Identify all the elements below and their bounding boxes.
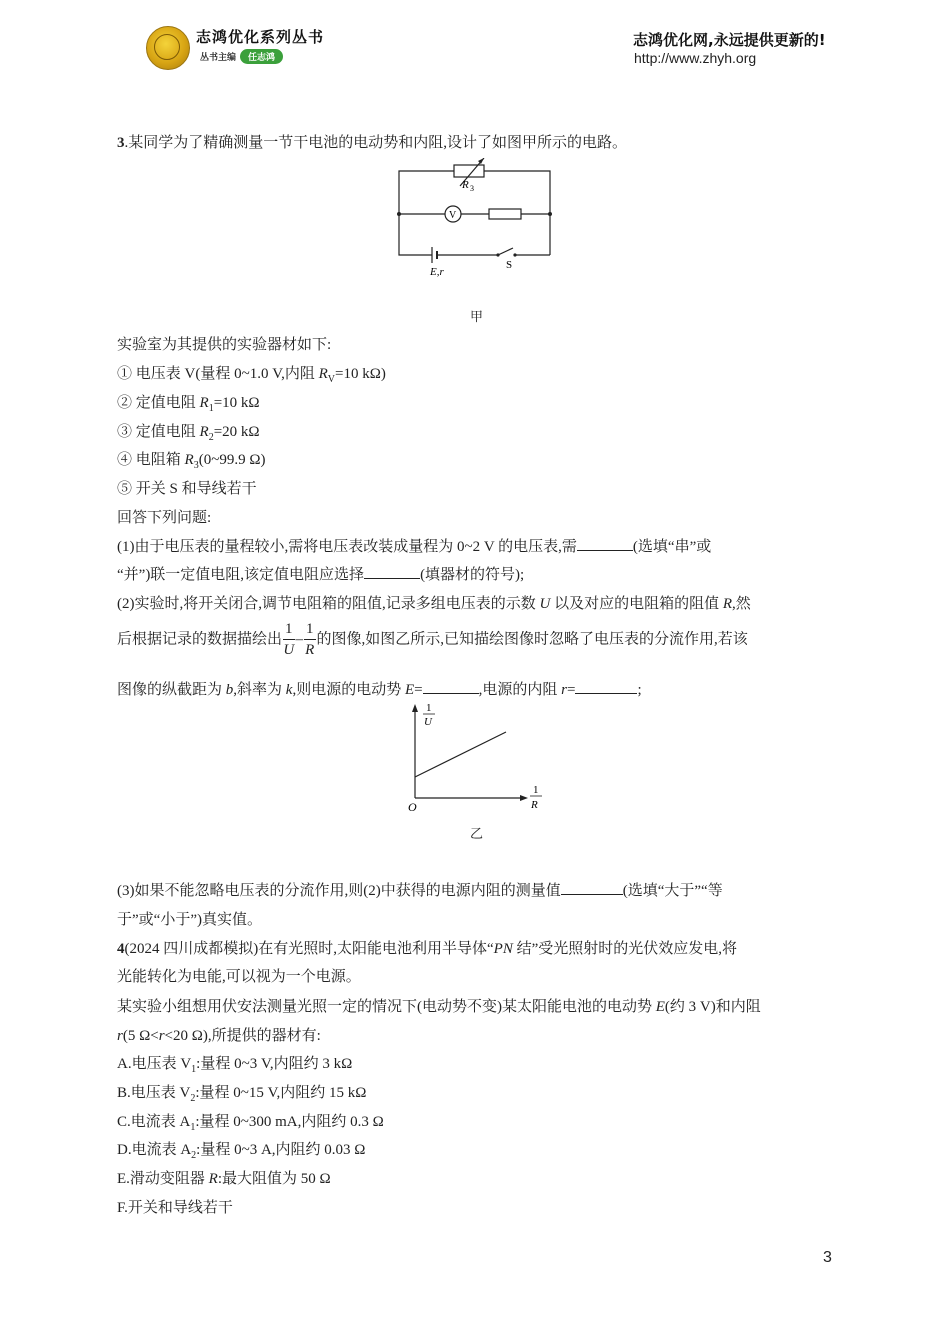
x-axis-num: 1 xyxy=(533,784,539,796)
answer-blank[interactable] xyxy=(561,880,623,895)
q3-part1-line1: (1)由于电压表的量程较小,需将电压表改装成量程为 0~2 V 的电压表,需 (选填“串”或 xyxy=(117,535,711,556)
q4-item: C.电流表 $A_1$:量程 0~300 mA,内阻约 0.3 Ω xyxy=(117,1114,384,1133)
fraction-1-over-r: $\frac{1}{R}$ xyxy=(305,621,315,658)
editor-name: 任志鸿 xyxy=(240,49,283,64)
figure-a-caption: 甲 xyxy=(470,309,484,324)
graph-1u-vs-1r xyxy=(400,700,550,818)
equip-item: ② 定值电阻 $R_1=10$ kΩ xyxy=(117,395,260,414)
equip-intro: 实验室为其提供的实验器材如下: xyxy=(117,337,332,353)
q4-item: D.电流表 $A_2$:量程 0~3 A,内阻约 0.03 Ω xyxy=(117,1142,366,1161)
editor-badge xyxy=(200,49,283,64)
q4-line4: r(5 Ω<r<20 Ω),所提供的器材有: xyxy=(117,1028,321,1044)
q3-part2-line1: (2)实验时,将开关闭合,调节电阻箱的阻值,记录多组电压表的示数 U 以及对应的电阻箱的阻值 R,然 xyxy=(117,596,751,612)
equip-item: ④ 电阻箱 $R_3(0\sim 99.9$ Ω) xyxy=(117,452,266,471)
q4-item: A.电压表 $V_1$:量程 0~3 V,内阻约 3 kΩ xyxy=(117,1056,353,1075)
circuit-diagram xyxy=(390,158,560,283)
equip-item: ③ 定值电阻 $R_2=20$ kΩ xyxy=(117,424,260,443)
voltmeter-label: V xyxy=(449,210,457,221)
header-url[interactable]: http://www.zhyh.org xyxy=(634,50,757,66)
x-axis-den: R xyxy=(531,799,538,811)
battery-label: E,r xyxy=(430,266,444,278)
y-axis-den: U xyxy=(424,716,432,728)
editor-label: 丛书主编 xyxy=(200,53,237,63)
q3-part2-line2: 后根据记录的数据描绘出 $\frac{1}{U}$ – $\frac{1}{R}$ 的图像,如图乙所示,已知描绘图像时忽略了电压表的分流作用,若该 xyxy=(117,621,748,658)
header-slogan: 志鸿优化网,永远提供更新的! xyxy=(633,31,826,49)
q4-item: E.滑动变阻器 R:最大阻值为 50 Ω xyxy=(117,1171,331,1187)
q3-intro: 3.某同学为了精确测量一节干电池的电动势和内阻,设计了如图甲所示的电路。 xyxy=(117,135,628,151)
page-number: 3 xyxy=(823,1249,832,1266)
q4-number: 4 xyxy=(117,941,125,957)
series-title: 志鸿优化系列丛书 xyxy=(196,28,325,46)
q3-part3-line2: 于”或“小于”)真实值。 xyxy=(117,912,262,928)
r3-sub: 3 xyxy=(470,184,474,193)
fraction-1-over-u: $\frac{1}{U}$ xyxy=(283,621,295,658)
q3-part1-line2: “并”)联一定值电阻,该定值电阻应选择 (填器材的符号); xyxy=(117,563,524,584)
answer-blank[interactable] xyxy=(364,564,420,579)
q3-number: 3 xyxy=(117,135,125,151)
switch-label: S xyxy=(506,259,513,271)
q4-item: F.开关和导线若干 xyxy=(117,1200,233,1216)
publisher-logo-icon xyxy=(146,26,190,70)
r3-label: R xyxy=(462,179,469,191)
equip-item: ① 电压表 V(量程 0~1.0 V,内阻 $R_V=10$ kΩ) xyxy=(117,366,386,385)
answer-intro: 回答下列问题: xyxy=(117,510,212,526)
data-line xyxy=(415,732,506,777)
figure-b-caption: 乙 xyxy=(470,826,484,841)
answer-blank[interactable] xyxy=(423,679,479,694)
answer-blank[interactable] xyxy=(577,536,633,551)
answer-blank[interactable] xyxy=(575,679,637,694)
q4-line1: 4(2024 四川成都模拟)在有光照时,太阳能电池利用半导体“PN 结”受光照射时的光伏效应发电,将 xyxy=(117,941,738,957)
y-axis-num: 1 xyxy=(426,702,432,714)
page-header xyxy=(0,0,950,80)
equip-item: ⑤ 开关 S 和导线若干 xyxy=(117,481,257,497)
q3-part3-line1: (3)如果不能忽略电压表的分流作用,则(2)中获得的电源内阻的测量值 (选填“大于”“等 xyxy=(117,879,723,900)
q3-part2-line3: 图像的纵截距为 b,斜率为 k,则电源的电动势 E= ,电源的内阻 r= ; xyxy=(117,678,642,699)
q4-item: B.电压表 $V_2$:量程 0~15 V,内阻约 15 kΩ xyxy=(117,1085,367,1104)
q4-line3: 某实验小组想用伏安法测量光照一定的情况下(电动势不变)某太阳能电池的电动势 E(约 3 V)和内阻 xyxy=(117,999,761,1015)
origin-label: O xyxy=(408,800,417,814)
q4-line2: 光能转化为电能,可以视为一个电源。 xyxy=(117,969,361,985)
